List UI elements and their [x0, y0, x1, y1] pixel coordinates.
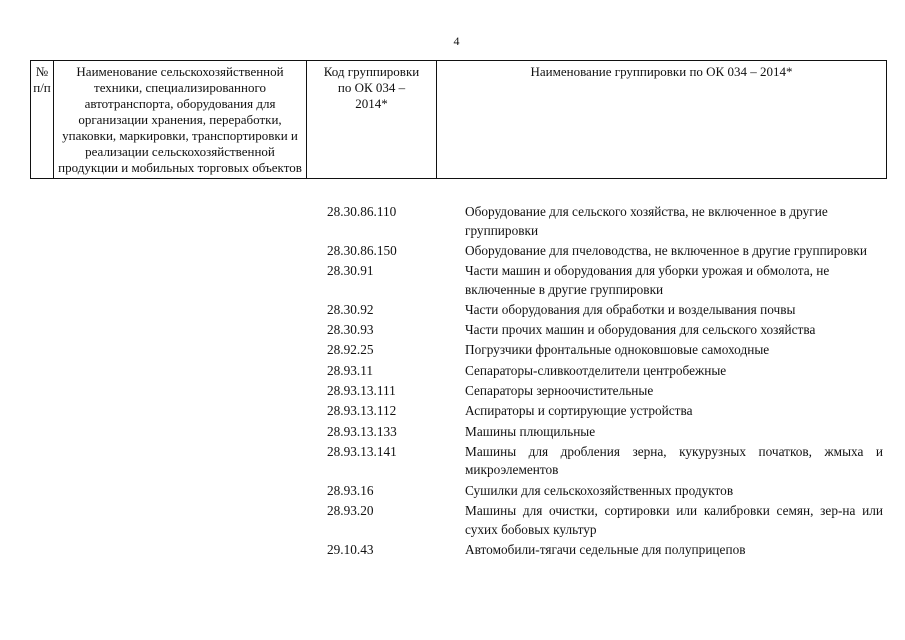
table-header-row	[31, 61, 887, 179]
row-group-name: Части оборудования для обработки и возделывания почвы	[465, 301, 796, 317]
table-row	[0, 341, 905, 360]
table-row	[0, 321, 905, 340]
row-code: 28.93.13.111	[327, 383, 396, 399]
row-group-name: Погрузчики фронтальные одноковшовые самоходные	[465, 342, 770, 358]
row-code: 28.30.86.110	[327, 204, 397, 219]
row-code: 28.30.93	[327, 322, 374, 338]
table-row	[0, 203, 905, 240]
row-group-name: Части машин и оборудования для уборки урожая и обмолота, не включенные в другие группировки	[465, 263, 830, 297]
table-row	[0, 502, 905, 539]
header-number-cell	[31, 61, 54, 179]
table-row	[0, 382, 905, 401]
header-code-cell	[307, 61, 437, 179]
header-code-label: Код группировки по ОК 034 – 2014*	[323, 64, 420, 111]
page-number: 4	[453, 34, 460, 48]
row-code: 28.30.92	[327, 301, 374, 317]
table-row	[0, 262, 905, 299]
row-group-name: Сепараторы-сливкоотделители центробежные	[465, 362, 727, 378]
row-code: 28.30.91	[327, 263, 374, 279]
row-code: 28.92.25	[327, 342, 374, 358]
row-group-name: Оборудование для сельского хозяйства, не включенное в другие группировки	[465, 204, 828, 238]
row-code: 29.10.43	[327, 541, 374, 557]
header-group-name-cell	[437, 61, 887, 179]
row-group-name: Машины для дробления зерна, кукурузных початков, жмыха и микроэлементов	[465, 443, 883, 478]
row-group-name: Автомобили-тягачи седельные для полуприцепов	[465, 541, 746, 557]
header-group-name-label: Наименование группировки по ОК 034 – 2014*	[530, 64, 793, 79]
table-header	[30, 60, 887, 179]
table-body	[0, 203, 905, 561]
row-code: 28.30.86.150	[327, 242, 397, 258]
row-group-name: Сушилки для сельскохозяйственных продуктов	[465, 482, 734, 498]
header-number-label: № п/п	[33, 64, 51, 95]
table-row	[0, 362, 905, 381]
row-code: 28.93.13.141	[327, 443, 397, 459]
row-group-name: Аспираторы и сортирующие устройства	[465, 403, 693, 419]
table-row	[0, 541, 905, 560]
row-group-name: Оборудование для пчеловодства, не включенное в другие группировки	[465, 242, 867, 258]
row-group-name: Машины плющильные	[465, 423, 596, 439]
header-equipment-name-label: Наименование сельскохозяйственной техники, специализированного автотранспорта, оборудования для организации хранения, переработки, упаковки, маркировки, транспортировки и реализации сельскохозяйственной продукции и мобильных торговых объектов	[58, 64, 302, 175]
row-code: 28.93.20	[327, 503, 374, 519]
row-code: 28.93.11	[327, 362, 374, 378]
row-group-name: Сепараторы зерноочистительные	[465, 383, 654, 399]
row-code: 28.93.13.112	[327, 403, 397, 419]
table-row	[0, 423, 905, 442]
row-group-name: Части прочих машин и оборудования для сельского хозяйства	[465, 322, 816, 338]
table-row	[0, 443, 905, 480]
row-group-name: Машины для очистки, сортировки или калибровки семян, зер-на или сухих бобовых культур	[465, 503, 883, 537]
header-equipment-name-cell	[54, 61, 307, 179]
table-row	[0, 301, 905, 320]
table-row	[0, 482, 905, 501]
row-code: 28.93.16	[327, 482, 374, 498]
row-code: 28.93.13.133	[327, 423, 397, 439]
table-row	[0, 242, 905, 261]
table-row	[0, 402, 905, 421]
